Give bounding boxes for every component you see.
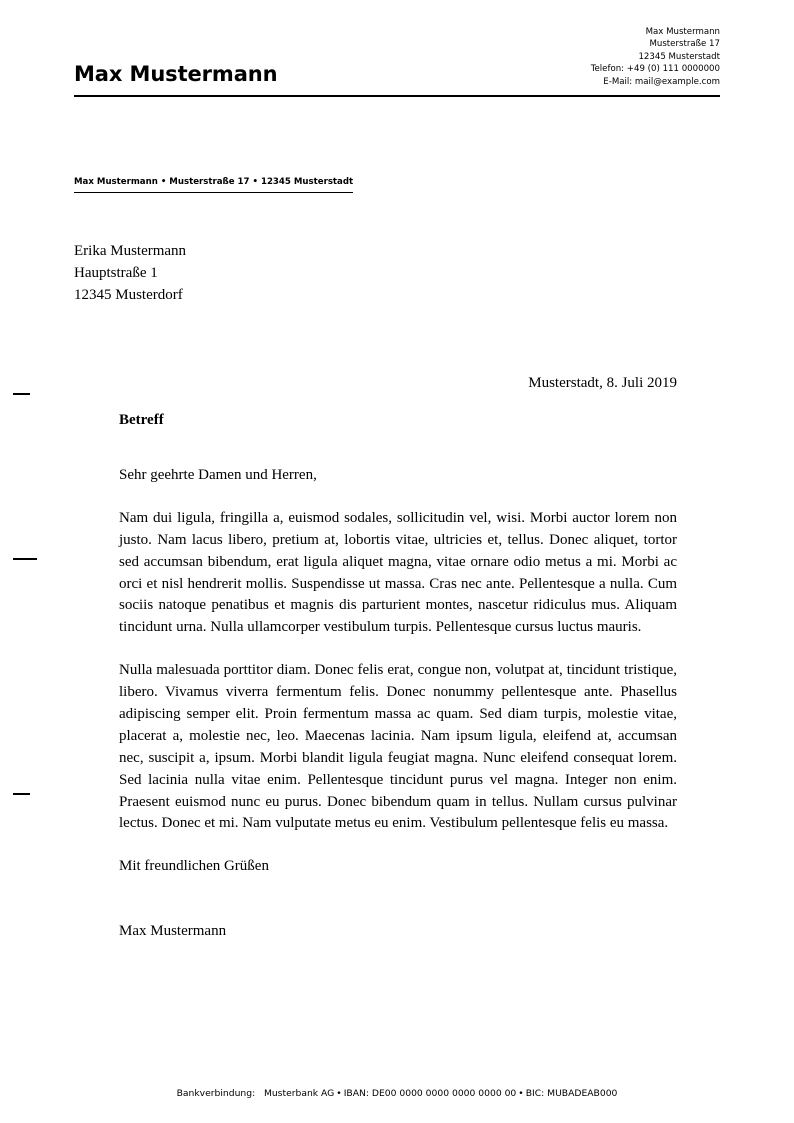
salutation: Sehr geehrte Damen und Herren,: [119, 467, 317, 483]
punch-hole-mark: [13, 558, 37, 560]
return-address-line: Max Mustermann • Musterstraße 17 • 12345 Musterstadt: [74, 177, 353, 193]
signature-name: Max Mustermann: [119, 923, 227, 940]
contact-phone: Telefon: +49 (0) 111 0000000: [590, 64, 720, 75]
sender-name-heading: Max Mustermann: [74, 62, 278, 87]
contact-email: E-Mail: mail@example.com: [603, 76, 720, 87]
contact-city: 12345 Musterstadt: [638, 51, 720, 62]
letterhead: [74, 26, 720, 88]
fold-mark-lower: [13, 793, 30, 795]
fold-mark-upper: [13, 393, 30, 395]
footer-bic: BIC: MUBADEAB000: [525, 1088, 618, 1099]
recipient-name: Erika Mustermann: [74, 243, 187, 259]
footer-iban: IBAN: DE00 0000 0000 0000 0000 00: [343, 1088, 517, 1099]
recipient-street: Hauptstraße 1: [74, 265, 158, 282]
letterhead-divider: [74, 95, 720, 97]
recipient-address-block: [74, 240, 186, 306]
body-paragraph-2: Nulla malesuada porttitor diam. Donec felis erat, congue non, volutpat at, tincidunt tristique, libero. Vivamus viverra fermentum felis. Donec nonummy pellentesque ante. Phasellus adipiscing semper elit. Proin fermentum massa ac quam. Sed diam turpis, molestie vitae, placerat a, molestie nec, leo. Maecenas lacinia. Nam ipsum ligula, eleifend at, accumsan nec, suscipit a, ipsum. Morbi blandit ligula feugiat magna. Nunc eleifend consequat lorem. Sed lacinia nulla vitae enim. Pellentesque tincidunt purus vel magna. Integer non enim. Praesent euismod nunc eu purus. Donec bibendum quam in tellus. Nullam cursus pulvinar lectus. Donec et mi. Nam vulputate metus eu enim. Vestibulum pellentesque felis eu massa.: [119, 662, 677, 832]
subject-line: Betreff: [119, 412, 164, 428]
recipient-city: 12345 Musterdorf: [74, 287, 183, 304]
body-paragraph-1: Nam dui ligula, fringilla a, euismod sodales, sollicitudin vel, wisi. Morbi auctor lorem non justo. Nam lacus libero, pretium at, lobortis vitae, ultricies et, tellus. Donec aliquet, tortor sed accumsan bibendum, erat ligula aliquet magna, vitae ornare odio metus a mi. Morbi ac orci et nisl hendrerit mollis. Suspendisse ut massa. Cras nec ante. Pellentesque a nulla. Cum sociis natoque penatibus et magnis dis parturient montes, nascetur ridiculus mus. Aliquam tincidunt urna. Nulla ullamcorper vestibulum turpis. Pellentesque cursus luctus mauris.: [119, 509, 677, 636]
letter-body: [119, 465, 677, 943]
contact-street: Musterstraße 17: [649, 39, 720, 50]
footer-bank-name: Musterbank AG: [263, 1088, 335, 1099]
contact-name: Max Mustermann: [645, 27, 720, 37]
place-and-date: Musterstadt, 8. Juli 2019: [528, 375, 677, 391]
sender-contact-block: [591, 26, 720, 88]
closing-phrase: Mit freundlichen Grüßen: [119, 858, 269, 875]
footer-separator-2: •: [518, 1088, 524, 1099]
footer-label: Bankverbindung:: [176, 1088, 256, 1099]
footer-bank-details: [0, 1088, 794, 1099]
footer-separator-1: •: [336, 1088, 342, 1099]
